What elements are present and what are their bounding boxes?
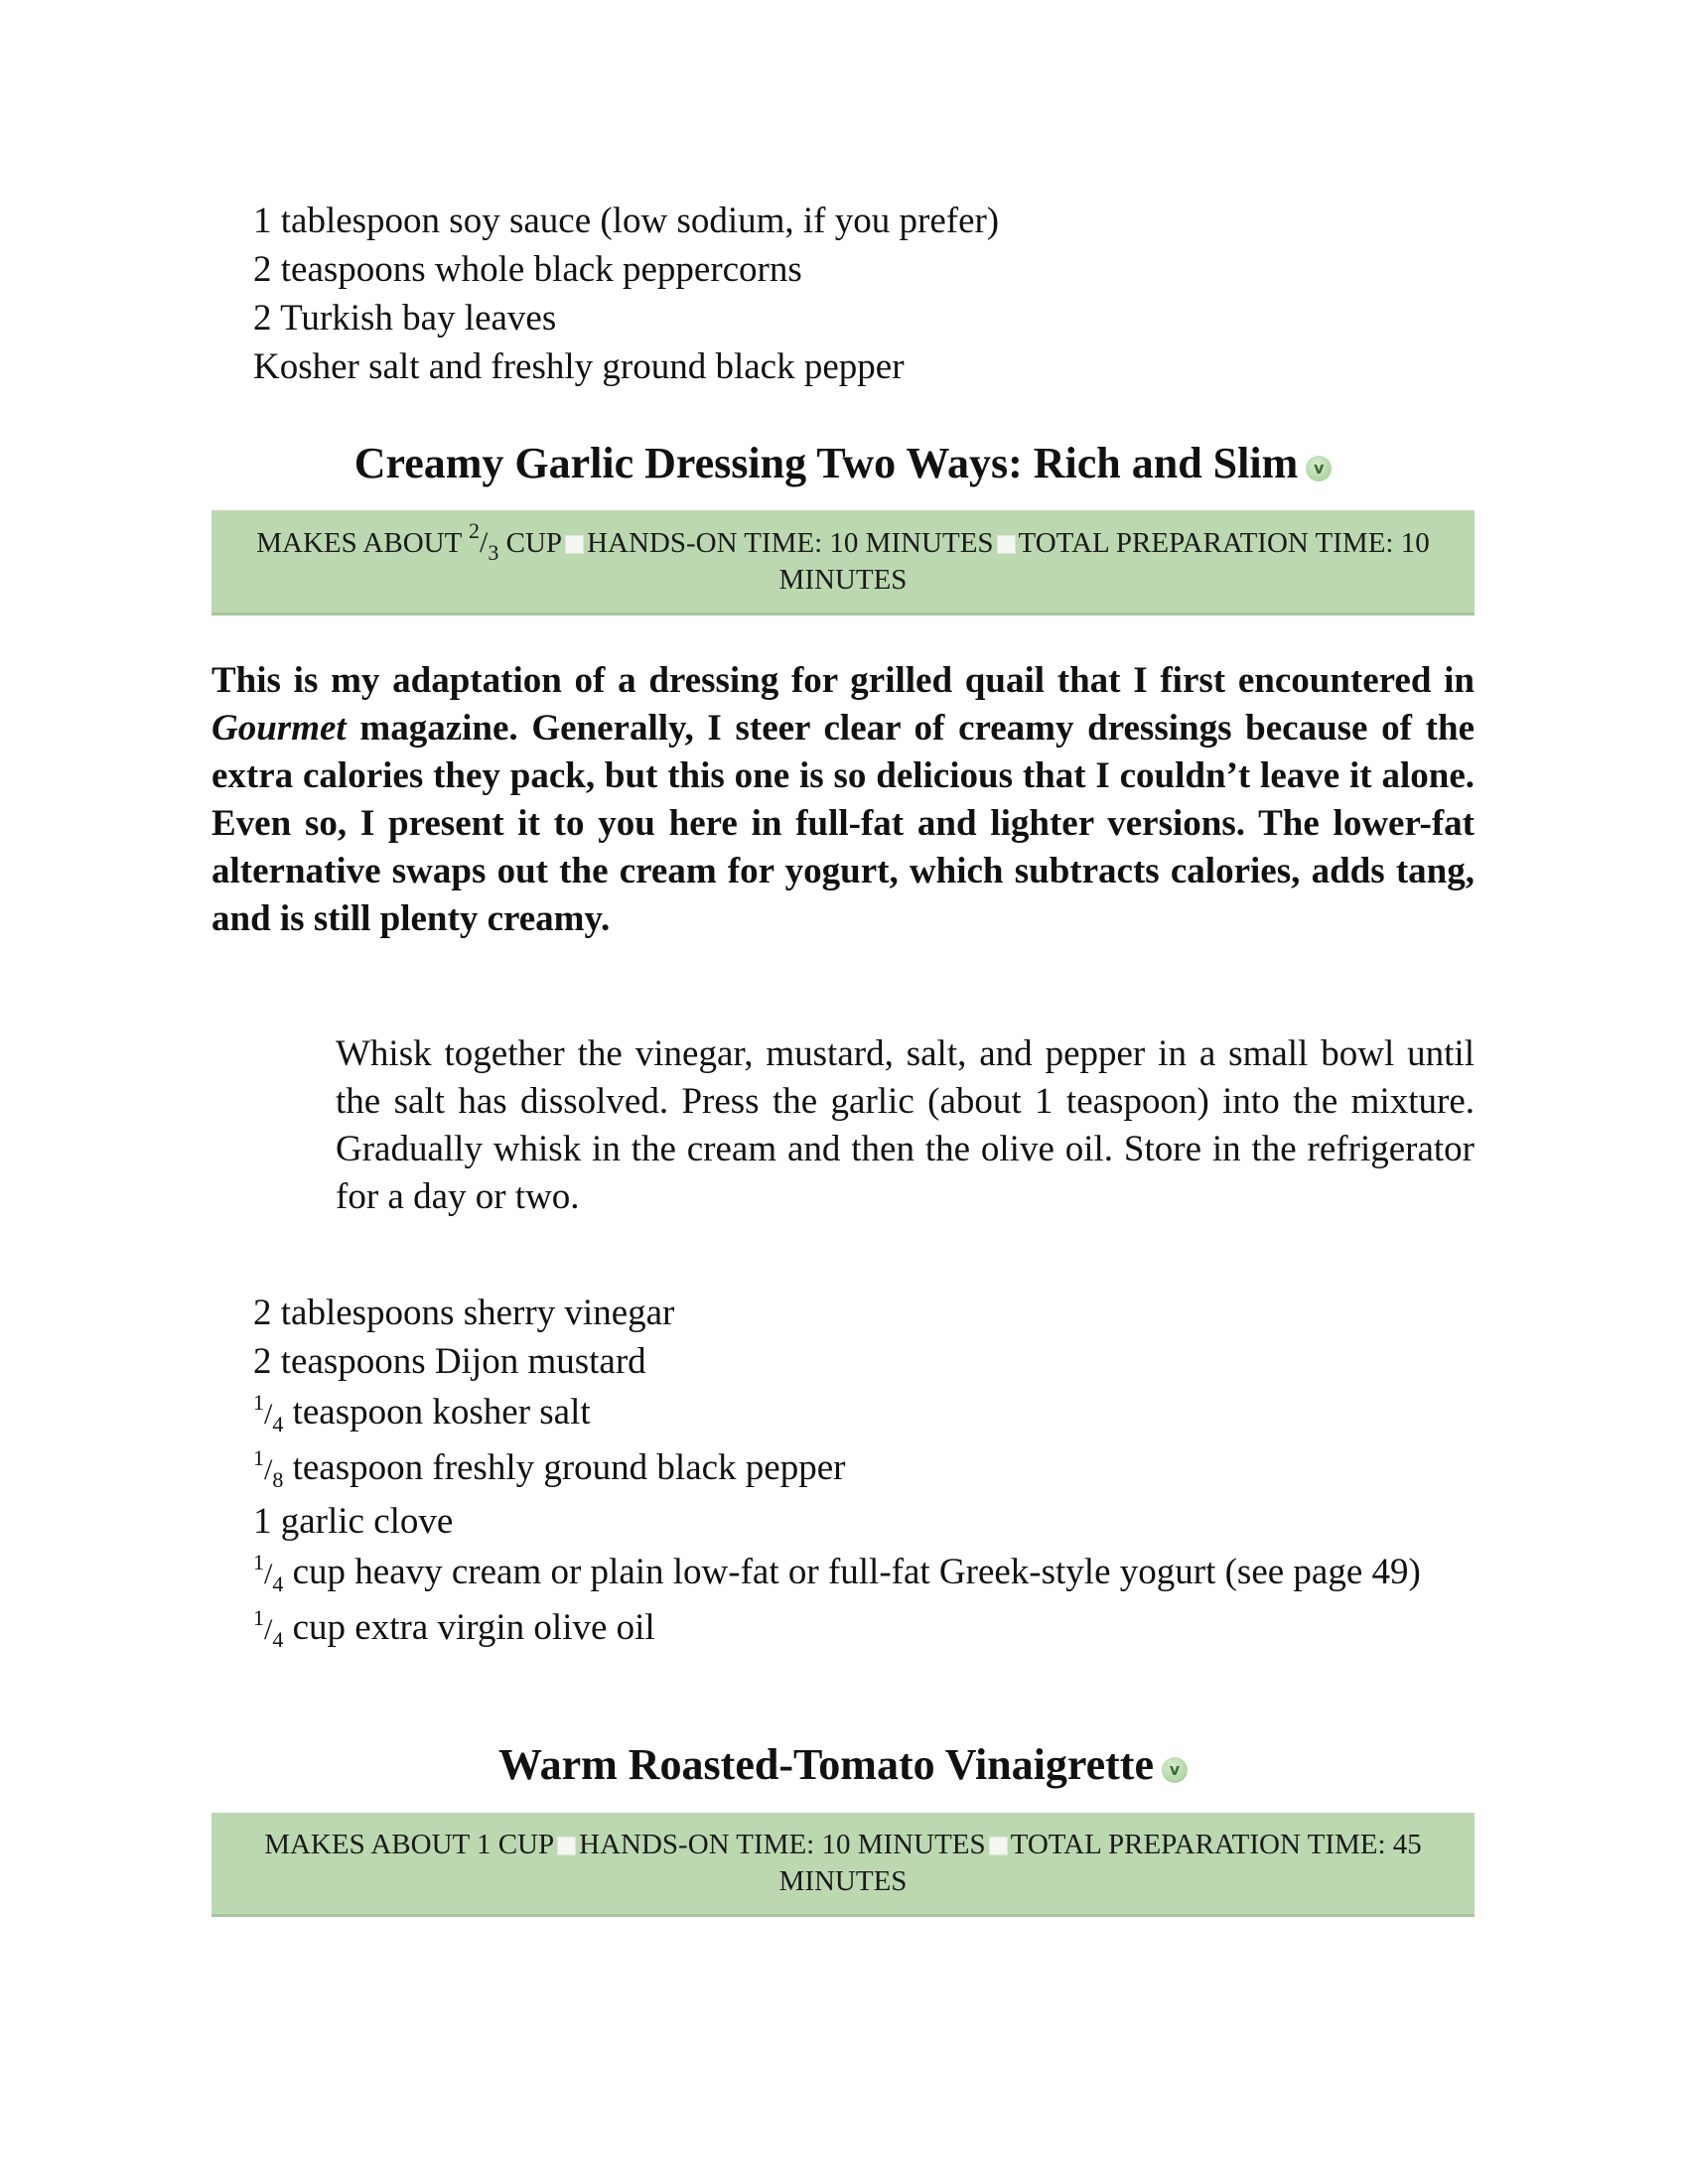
fraction-denominator: 4 [272,1571,284,1596]
intro-italic-title: Gourmet [211,708,347,749]
intro-text: This is my adaptation of a dressing for grilled quail that I first encountered in [211,660,1475,701]
fraction-numerator: 1 [253,1550,264,1574]
total-time: TOTAL PREPARATION TIME: 45 MINUTES [778,1829,1422,1897]
recipe-title-text: Creamy Garlic Dressing Two Ways: Rich and Slim [353,439,1299,487]
vegetarian-badge-icon: v [1306,456,1332,481]
fraction-numerator: 1 [253,1445,264,1470]
ingredient-text: teaspoon freshly ground black pepper [283,1447,846,1488]
square-separator-icon [557,1837,576,1855]
ingredient-item: 2 teaspoons whole black peppercorns [253,249,802,290]
fraction-numerator: 2 [469,518,481,543]
ingredient-item: 2 Turkish bay leaves [253,298,557,339]
square-separator-icon [565,535,584,554]
fraction-denominator: 8 [272,1467,284,1492]
square-separator-icon [997,535,1016,554]
ingredient-item [253,1386,1475,1441]
vegetarian-badge-icon: v [1162,1757,1188,1783]
recipe-ingredients [253,1289,1475,1657]
ingredient-item [253,1441,1475,1497]
ingredient-item: 1 tablespoon soy sauce (low sodium, if you prefer) [253,201,1000,241]
square-separator-icon [989,1837,1008,1855]
fraction-denominator: 4 [272,1412,284,1436]
ingredient-item: 2 teaspoons Dijon mustard [253,1341,646,1382]
ingredient-item [253,1601,1475,1657]
recipe-title [211,436,1475,491]
hands-on-time: HANDS-ON TIME: 10 MINUTES [579,1829,986,1860]
recipe-intro [211,657,1475,943]
ingredient-item: 1 garlic clove [253,1501,454,1542]
fraction-numerator: 1 [253,1390,264,1415]
makes-prefix: MAKES ABOUT [256,527,470,559]
makes-suffix: CUP [498,527,563,559]
fraction-denominator: 4 [272,1627,284,1652]
recipe-info-bar [211,1813,1475,1914]
hands-on-time: HANDS-ON TIME: 10 MINUTES [587,527,994,559]
ingredient-text: cup heavy cream or plain low-fat or full-fat Greek-style yogurt (see page 49) [283,1552,1421,1592]
fraction-numerator: 1 [253,1605,264,1630]
ingredient-text: cup extra virgin olive oil [283,1607,655,1648]
fraction-slash: / [264,1453,273,1486]
recipe-title-text: Warm Roasted-Tomato Vinaigrette [498,1740,1154,1789]
recipe-title [211,1737,1475,1793]
makes-label [256,518,563,565]
ingredient-item: 2 tablespoons sherry vinegar [253,1293,675,1333]
fraction-slash: / [480,526,489,559]
previous-recipe-ingredients [253,197,1475,391]
ingredient-item: Kosher salt and freshly ground black pepper [253,346,905,387]
fraction-slash: / [264,1398,273,1431]
recipe-info-bar [211,510,1475,613]
ingredient-text: teaspoon kosher salt [283,1392,591,1433]
intro-text: magazine. Generally, I steer clear of creamy dressings because of the extra calories they pack, but this one is so delicious that I couldn’t leave it alone. Even so, I present it to you here in full-fat and lighter versions. The lower-fat alternative swaps out the cream for yogurt, which subtracts calories, adds tang, and is still plenty creamy. [211,708,1475,939]
recipe-method: Whisk together the vinegar, mustard, salt, and pepper in a small bowl until the salt has dissolved. Press the garlic (about 1 teaspoon) into the mixture. Gradually whisk in the cream and then the olive oil. Store in the refrigerator for a day or two. [336,1033,1475,1217]
ingredient-item [253,1546,1475,1601]
fraction-denominator: 3 [488,540,499,565]
fraction-slash: / [264,1613,273,1646]
total-time: TOTAL PREPARATION TIME: 10 MINUTES [778,527,1430,596]
makes-label: MAKES ABOUT 1 CUP [264,1829,555,1860]
fraction-slash: / [264,1558,273,1590]
